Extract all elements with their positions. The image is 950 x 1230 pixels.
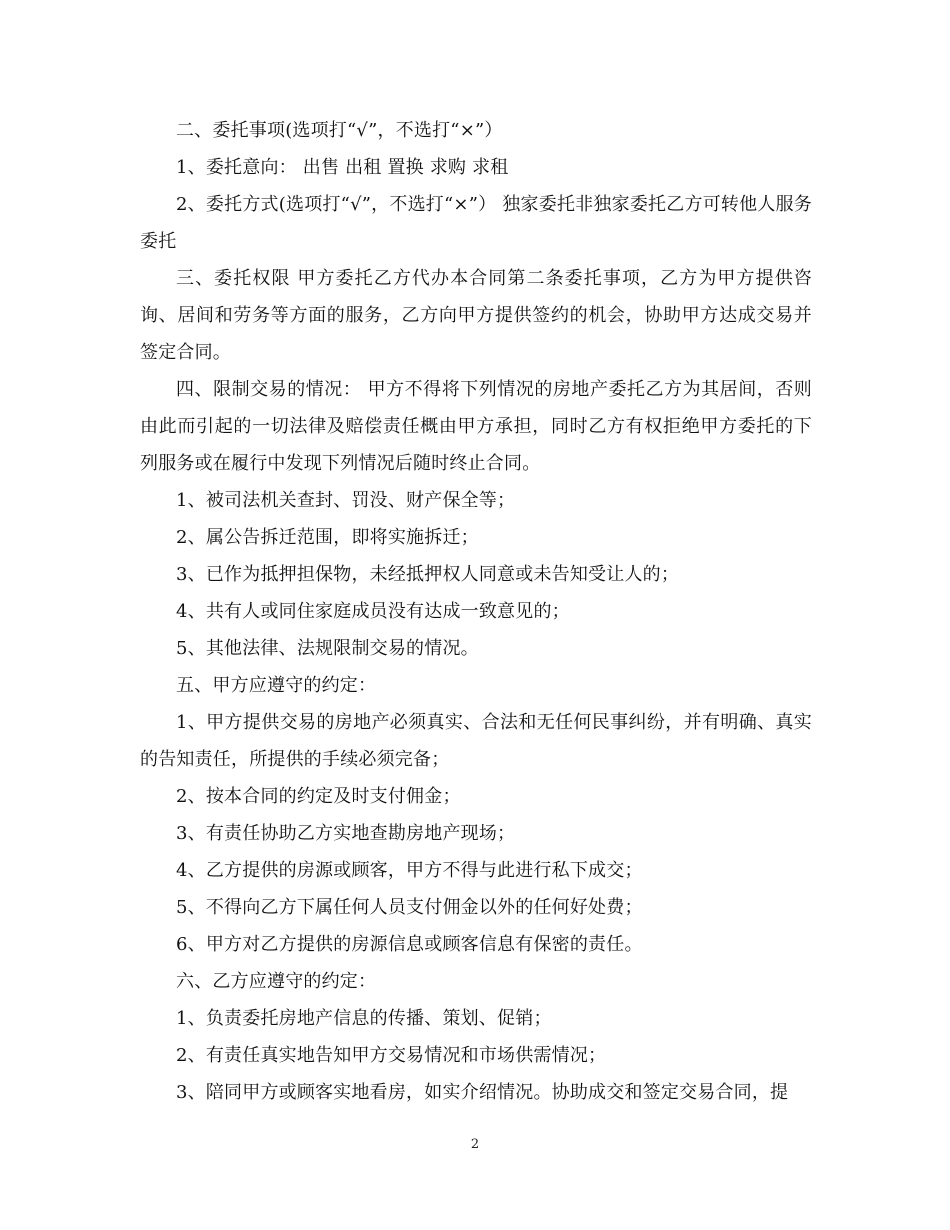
paragraph: 1、被司法机关查封、罚没、财产保全等； (176, 490, 516, 511)
paragraph: 1、甲方提供交易的房地产必须真实、合法和无任何民事纠纷，并有明确、真实的告知责任，所提供的手续必须完备； (140, 712, 812, 770)
paragraph: 3、陪同甲方或顾客实地看房，如实介绍情况。协助成交和签定交易合同，提 (176, 1082, 789, 1103)
paragraph: 2、按本合同的约定及时支付佣金； (176, 786, 461, 807)
paragraph: 6、甲方对乙方提供的房源信息或顾客信息有保密的责任。 (176, 934, 643, 955)
paragraph: 二、委托事项(选项打“√”，不选打“×”） (176, 120, 503, 141)
paragraph: 五、甲方应遵守的约定： (176, 675, 377, 696)
paragraph: 四、限制交易的情况： 甲方不得将下列情况的房地产委托乙方为其居间，否则由此而引起的一切法律及赔偿责任概由甲方承担，同时乙方有权拒绝甲方委托的下列服务或在履行中发现下列情况后随时终止合同。 (140, 379, 812, 474)
paragraph: 1、负责委托房地产信息的传播、策划、促销； (176, 1008, 552, 1029)
paragraph: 2、委托方式(选项打“√”，不选打“×”） 独家委托非独家委托乙方可转他人服务委托 (140, 194, 812, 252)
page-number: 2 (470, 1137, 480, 1152)
paragraph: 3、已作为抵押担保物，未经抵押权人同意或未告知受让人的； (176, 564, 680, 585)
paragraph: 三、委托权限 甲方委托乙方代办本合同第二条委托事项，乙方为甲方提供咨询、居间和劳务等方面的服务，乙方向甲方提供签约的机会，协助甲方达成交易并签定合同。 (140, 268, 812, 363)
paragraph: 六、乙方应遵守的约定： (176, 971, 377, 992)
paragraph: 2、有责任真实地告知甲方交易情况和市场供需情况； (176, 1045, 607, 1066)
paragraph: 3、有责任协助乙方实地查勘房地产现场； (176, 823, 516, 844)
paragraph: 4、乙方提供的房源或顾客，甲方不得与此进行私下成交； (176, 860, 643, 881)
paragraph: 5、不得向乙方下属任何人员支付佣金以外的任何好处费； (176, 897, 643, 918)
paragraph: 4、共有人或同住家庭成员没有达成一致意见的； (176, 601, 570, 622)
paragraph: 2、属公告拆迁范围，即将实施拆迁； (176, 527, 479, 548)
paragraph: 1、委托意向： 出售 出租 置换 求购 求租 (176, 157, 509, 178)
paragraph: 5、其他法律、法规限制交易的情况。 (176, 638, 479, 659)
document-body (140, 112, 812, 1111)
